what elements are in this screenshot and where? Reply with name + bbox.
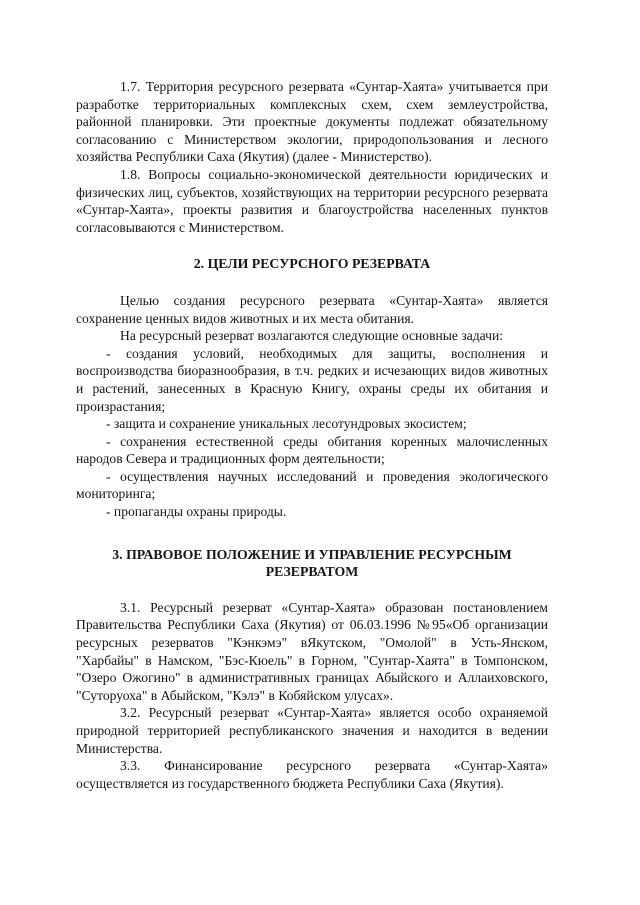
task-item: - осуществления научных исследований и проведения экологического мониторинга; xyxy=(76,468,548,502)
goal-paragraph: Целью создания ресурсного резервата «Сунтар-Хаята» является сохранение ценных видов животных и их места обитания. xyxy=(76,292,548,326)
task-item: - пропаганды охраны природы. xyxy=(106,504,287,520)
paragraph-1-8: 1.8. Вопросы социально-экономической деятельности юридических и физических лиц, субъектов, хозяйствующих на территории ресурсного резервата «Сунтар-Хаята», проекты развития и благоустройства населенных пунктов согласовываются с Министерством. xyxy=(76,166,548,235)
task-item: - сохранения естественной среды обитания коренных малочисленных народов Севера и традиционных форм деятельности; xyxy=(76,433,548,467)
section-2-heading: 2. ЦЕЛИ РЕСУРСНОГО РЕЗЕРВАТА xyxy=(193,256,431,272)
paragraph-3-1: 3.1. Ресурсный резерват «Сунтар-Хаята» образован постановлением Правительства Республики Саха (Якутия) от 06.03.1996 №95«Об организации ресурсных резерватов "Кэнкэмэ" вЯкутском, "Омолой" в Усть-Янском, "Харбайы" в Намском, "Бэс-Кюель" в Горном, "Сунтар-Хаята" в Томпонском, "Озеро Ожогино" в административных границах Абыйского и Аллаиховского, "Суторуоха" в Абыйском, "Кэлэ" в Кобяйском улусах». xyxy=(76,599,548,703)
paragraph-3-2: 3.2. Ресурсный резерват «Сунтар-Хаята» является особо охраняемой природной территорией республиканского значения и находится в ведении Министерства. xyxy=(76,705,548,756)
tasks-intro: На ресурсный резерват возлагаются следующие основные задачи: xyxy=(120,328,504,344)
section-3-heading: 3. ПРАВОВОЕ ПОЛОЖЕНИЕ И УПРАВЛЕНИЕ РЕСУРСНЫМ РЕЗЕРВАТОМ xyxy=(112,546,512,580)
paragraph-3-3: 3.3. Финансирование ресурсного резервата «Сунтар-Хаята» осуществляется из государственного бюджета Республики Саха (Якутия). xyxy=(76,758,548,791)
paragraph-1-7: 1.7. Территория ресурсного резервата «Сунтар-Хаята» учитывается при разработке территориальных комплексных схем, схем землеустройства, районной планировки. Эти проектные документы подлежат обязательному согласованию с Министерством экологии, природопользования и лесного хозяйства Республики Саха (Якутия) (далее - Министерство). xyxy=(76,79,548,165)
task-item: - защита и сохранение уникальных лесотундровых экосистем; xyxy=(106,416,467,432)
task-item: - создания условий, необходимых для защиты, восполнения и воспроизводства биоразнообразия, в т.ч. редких и исчезающих видов животных и растений, занесенных в Красную Книгу, охраны среды их обитания и произрастания; xyxy=(76,345,548,414)
